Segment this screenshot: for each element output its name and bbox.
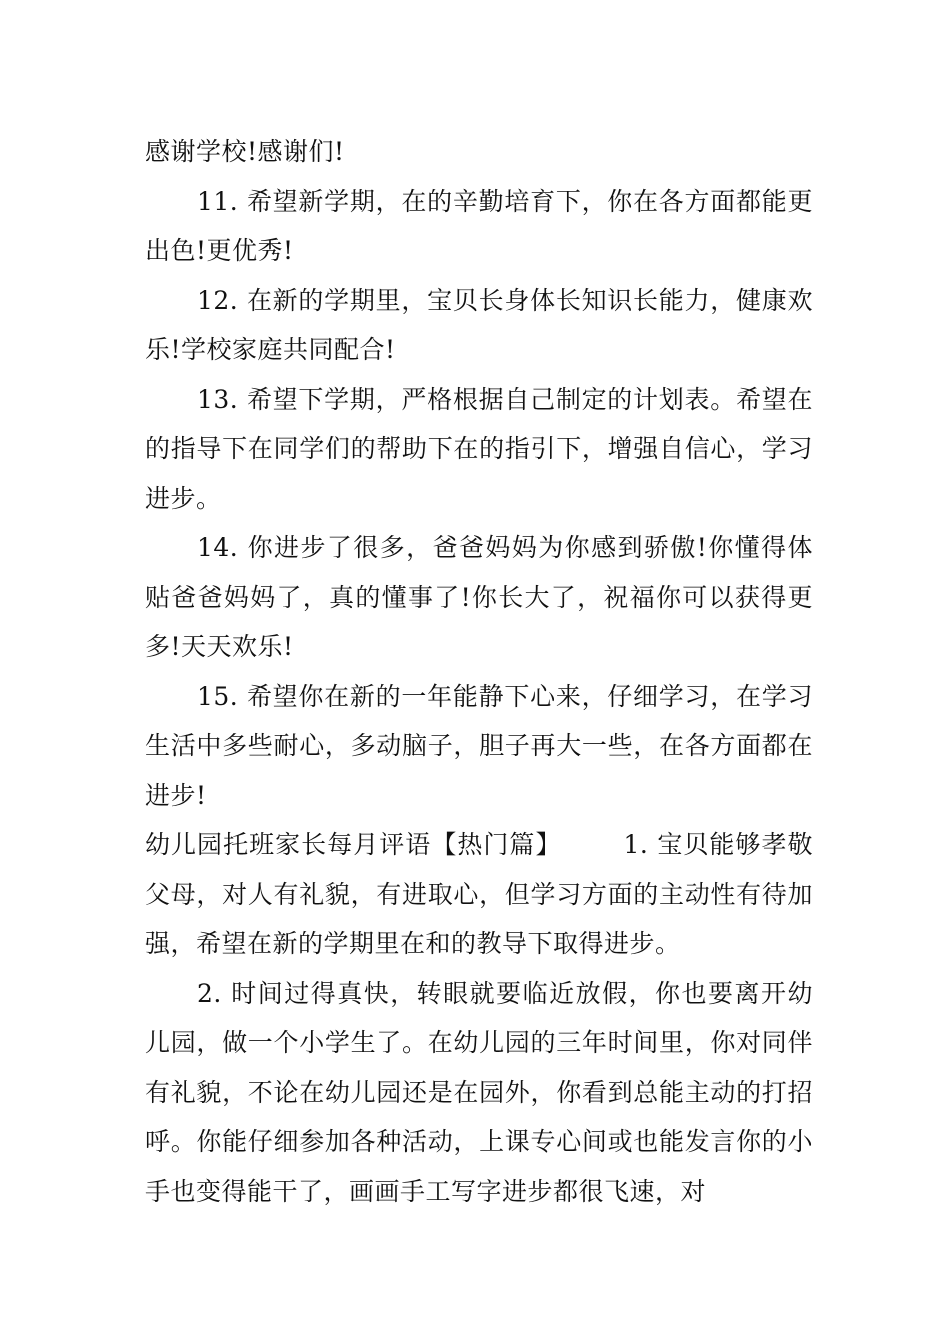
paragraph-item-14: 14. 你进步了很多，爸爸妈妈为你感到骄傲!你懂得体贴爸爸妈妈了，真的懂事了!你长大了，祝福你可以获得更多!天天欢乐! bbox=[145, 533, 813, 661]
section-paragraph bbox=[145, 820, 813, 969]
paragraph-item-15: 15. 希望你在新的一年能静下心来，仔细学习，在学习生活中多些耐心，多动脑子，胆子再大一些，在各方面都在进步! bbox=[145, 681, 813, 810]
paragraph-item-13: 13. 希望下学期，严格根据自己制定的计划表。希望在的指导下在同学们的帮助下在的指引下，增强自信心，学习进步。 bbox=[145, 384, 813, 513]
document-body bbox=[145, 127, 813, 1216]
paragraph-item-12: 12. 在新的学期里，宝贝长身体长知识长能力，健康欢乐!学校家庭共同配合! bbox=[145, 285, 813, 364]
section-first-item: 1. 宝贝能够孝敬父母，对人有礼貌，有进取心，但学习方面的主动性有待加强，希望在新的学期里在和的教导下取得进步。 bbox=[145, 830, 813, 958]
section-heading: 幼儿园托班家长每月评语【热门篇】 bbox=[145, 830, 562, 859]
paragraph-item-2: 2. 时间过得真快，转眼就要临近放假，你也要离开幼儿园，做一个小学生了。在幼儿园的三年时间里，你对同伴有礼貌，不论在幼儿园还是在园外，你看到总能主动的打招呼。你能仔细参加各种活动，上课专心间或也能发言你的小手也变得能干了，画画手工写字进步都很飞速，对 bbox=[145, 978, 813, 1206]
paragraph-thanks: 感谢学校!感谢们! bbox=[145, 137, 345, 166]
paragraph-item-11: 11. 希望新学期，在的辛勤培育下，你在各方面都能更出色!更优秀! bbox=[145, 186, 813, 265]
